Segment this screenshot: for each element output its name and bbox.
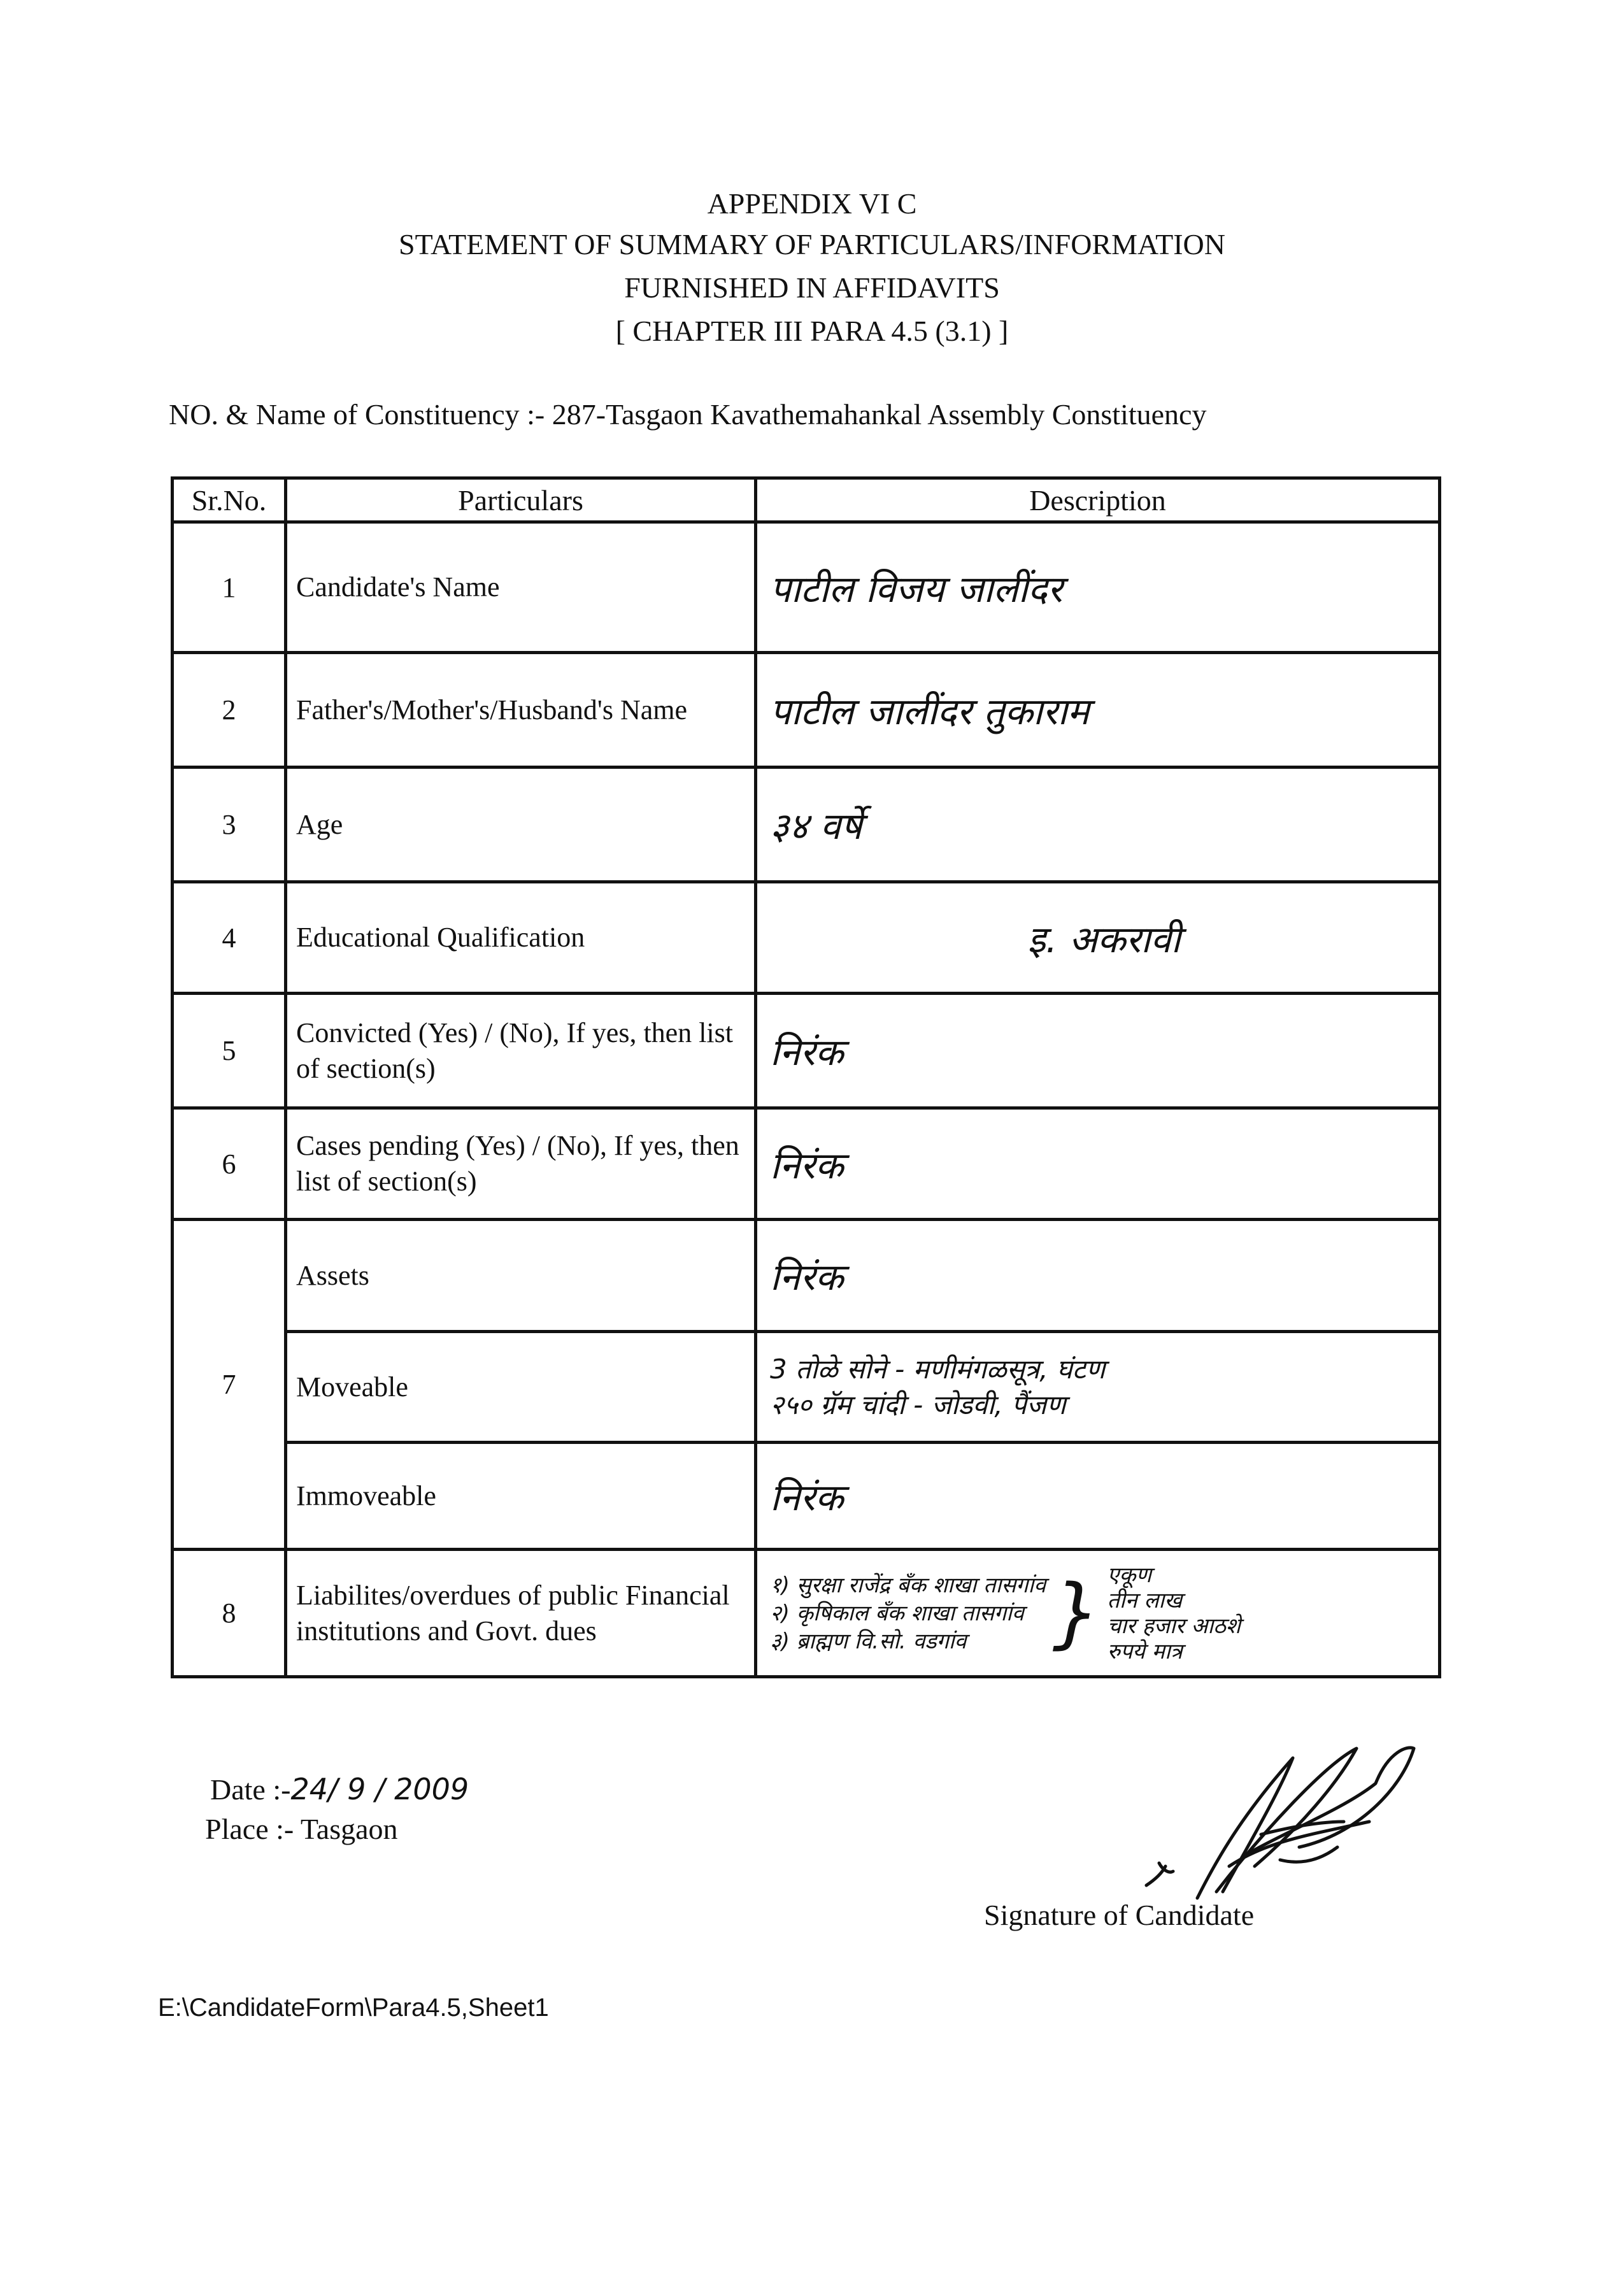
moveable-line: २५० ग्रॅम चांदी - जोडवी, पैंजण [770, 1389, 1066, 1420]
place-line [205, 1812, 398, 1846]
cases-pending-value: निरंक [756, 1108, 1440, 1220]
column-header-srno: Sr.No. [173, 478, 286, 522]
particular-label: Assets [286, 1220, 756, 1332]
constituency-value: 287-Tasgaon Kavathemahankal Assembly Constituency [552, 398, 1207, 431]
assets-value: निरंक [756, 1220, 1440, 1332]
signature-stroke [1146, 1863, 1173, 1885]
constituency-label: NO. & Name of Constituency :- [169, 398, 545, 431]
age-value: ३४ वर्षे [756, 768, 1440, 882]
date-label: Date :- [210, 1773, 291, 1806]
brace-mark: } [1052, 1568, 1101, 1657]
sr-no: 3 [173, 768, 286, 882]
table-header-row [173, 478, 1440, 522]
moveable-line: 3 तोळे सोने - मणीमंगळसूत्र, घंटण [770, 1353, 1106, 1385]
liability-amount-line: चार हजार आठशे [1107, 1613, 1241, 1639]
sr-no: 6 [173, 1108, 286, 1220]
signature-stroke [1197, 1758, 1293, 1898]
file-path: E:\CandidateForm\Para4.5,Sheet1 [158, 1994, 549, 2022]
date-line [210, 1772, 469, 1806]
signature-label: Signature of Candidate [984, 1899, 1255, 1931]
sr-no: 8 [173, 1550, 286, 1677]
sr-no: 2 [173, 653, 286, 768]
particular-label: Cases pending (Yes) / (No), If yes, then list of section(s) [286, 1108, 756, 1220]
convicted-value: निरंक [756, 994, 1440, 1108]
sr-no: 4 [173, 882, 286, 994]
date-value: 24/ 9 / 2009 [290, 1772, 469, 1806]
candidate-signature [1134, 1739, 1427, 1904]
liability-line: २) कृषिकाल बँक शाखा तासगांव [770, 1600, 1024, 1626]
moveable-value [756, 1332, 1440, 1443]
column-header-description: Description [756, 478, 1440, 522]
signature-stroke [1280, 1847, 1337, 1862]
statement-title: STATEMENT OF SUMMARY OF PARTICULARS/INFORMATION [399, 228, 1225, 261]
sr-no: 1 [173, 522, 286, 653]
table-row [173, 653, 1440, 768]
particular-label: Age [286, 768, 756, 882]
liability-amount-line: एकूण [1107, 1562, 1152, 1588]
sr-no: 5 [173, 994, 286, 1108]
liability-amount-line: रुपये मात्र [1107, 1638, 1183, 1664]
place-value: Tasgaon [300, 1813, 398, 1845]
particular-label: Candidate's Name [286, 522, 756, 653]
liability-line: ३) ब्राह्मण वि.सो. वडगांव [770, 1628, 967, 1654]
liabilities-value [756, 1550, 1440, 1677]
table-row [173, 994, 1440, 1108]
particular-label: Father's/Mother's/Husband's Name [286, 653, 756, 768]
chapter-reference: [ CHAPTER III PARA 4.5 (3.1) ] [615, 315, 1009, 347]
table-row [173, 522, 1440, 653]
statement-subtitle: FURNISHED IN AFFIDAVITS [624, 271, 1000, 304]
appendix-title: APPENDIX VI C [707, 187, 917, 220]
table-row [173, 1332, 1440, 1443]
table-row [173, 1108, 1440, 1220]
table-row [173, 1220, 1440, 1332]
sr-no: 7 [173, 1220, 286, 1550]
particular-label: Educational Qualification [286, 882, 756, 994]
table-row [173, 768, 1440, 882]
table-row [173, 1443, 1440, 1550]
immoveable-value: निरंक [756, 1443, 1440, 1550]
particular-label: Convicted (Yes) / (No), If yes, then list of section(s) [286, 994, 756, 1108]
constituency-line [169, 397, 1206, 431]
particular-label: Immoveable [286, 1443, 756, 1550]
particulars-table [171, 476, 1441, 1678]
place-label: Place :- [205, 1813, 294, 1845]
particular-label: Moveable [286, 1332, 756, 1443]
column-header-particulars: Particulars [286, 478, 756, 522]
liability-line: १) सुरक्षा राजेंद्र बँक शाखा तासगांव [770, 1572, 1046, 1598]
candidate-name-value: पाटील विजय जालींदर [756, 522, 1440, 653]
particular-label: Liabilites/overdues of public Financial institutions and Govt. dues [286, 1550, 756, 1677]
education-value: इ. अकरावी [756, 882, 1440, 994]
table-row [173, 1550, 1440, 1677]
table-row [173, 882, 1440, 994]
parent-name-value: पाटील जालींदर तुकाराम [756, 653, 1440, 768]
liability-amount-line: तीन लाख [1107, 1587, 1183, 1613]
